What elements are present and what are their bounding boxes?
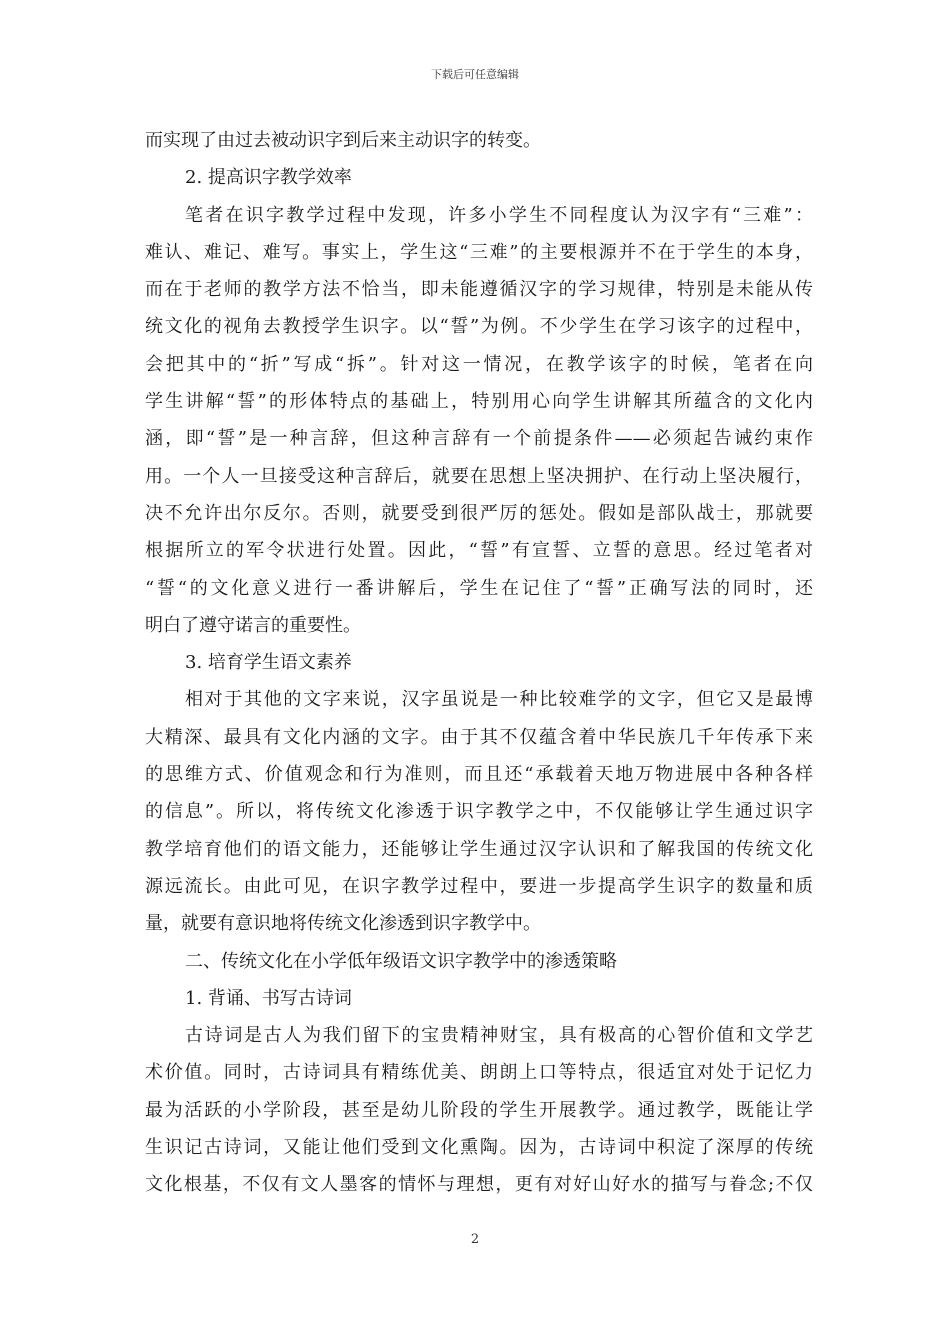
page-header: 下载后可任意编辑 (431, 68, 519, 81)
paragraph-line: 学生讲解“誓”的形体特点的基础上，特别用心向学生讲解其所蕴含的文化内 (145, 391, 813, 413)
paragraph-line: “誓“的文化意义进行一番讲解后，学生在记住了“誓”正确写法的同时，还 (145, 577, 813, 599)
paragraph-line: 用。一个人一旦接受这种言辞后，就要在思想上坚决拥护、在行动上坚决履行， (145, 465, 813, 487)
paragraph-line: 根据所立的军令状进行处置。因此，“誓”有宣誓、立誓的意思。经过笔者对 (145, 540, 813, 562)
paragraph-line: 笔者在识字教学过程中发现，许多小学生不同程度认为汉字有“三难”： (185, 204, 813, 226)
paragraph-line: 明白了遵守诺言的重要性。 (145, 614, 361, 636)
section-heading: 1. 背诵、书写古诗词 (185, 987, 352, 1009)
paragraph-line: 最为活跃的小学阶段，甚至是幼儿阶段的学生开展教学。通过教学，既能让学 (145, 1099, 813, 1121)
paragraph-line: 的思维方式、价值观念和行为准则，而且还“承载着天地万物进展中各种各样 (145, 764, 813, 786)
paragraph-line: 涵，即“誓”是一种言辞，但这种言辞有一个前提条件——必须起告诫约束作 (145, 428, 813, 450)
paragraph-line: 决不允许出尔反尔。否则，就要受到很严厉的惩处。假如是部队战士，那就要 (145, 502, 813, 524)
paragraph-line: 教学培育他们的语文能力，还能够让学生通过汉字认识和了解我国的传统文化 (145, 838, 813, 860)
paragraph-line: 古诗词是古人为我们留下的宝贵精神财宝，具有极高的心智价值和文学艺 (185, 1025, 813, 1047)
page-number: 2 (470, 1232, 480, 1247)
paragraph-line: 生识记古诗词，又能让他们受到文化熏陶。因为，古诗词中积淀了深厚的传统 (145, 1137, 813, 1159)
section-heading: 2. 提高识字教学效率 (185, 167, 352, 189)
section-heading: 二、传统文化在小学低年级语文识字教学中的渗透策略 (185, 950, 617, 972)
paragraph-line: 量，就要有意识地将传统文化渗透到识字教学中。 (145, 913, 541, 935)
paragraph-line: 相对于其他的文字来说，汉字虽说是一种比较难学的文字，但它又是最博 (185, 689, 813, 711)
paragraph-line: 难认、难记、难写。事实上，学生这“三难”的主要根源并不在于学生的本身， (145, 241, 813, 263)
paragraph-line: 的信息”。所以，将传统文化渗透于识字教学之中，不仅能够让学生通过识字 (145, 801, 813, 823)
paragraph-line: 而实现了由过去被动识字到后来主动识字的转变。 (145, 130, 541, 151)
paragraph-line: 大精深、最具有文化内涵的文字。由于其不仅蕴含着中华民族几千年传承下来 (145, 726, 813, 748)
paragraph-line: 文化根基，不仅有文人墨客的情怀与理想，更有对好山好水的描写与眷念;不仅 (145, 1174, 813, 1196)
paragraph-line: 统文化的视角去教授学生识字。以“誓”为例。不少学生在学习该字的过程中， (145, 316, 813, 338)
paragraph-line: 会把其中的“折”写成“拆”。针对这一情况，在教学该字的时候，笔者在向 (145, 353, 813, 375)
paragraph-line: 源远流长。由此可见，在识字教学过程中，要进一步提高学生识字的数量和质 (145, 875, 813, 897)
paragraph-line: 而在于老师的教学方法不恰当，即未能遵循汉字的学习规律，特别是未能从传 (145, 279, 813, 301)
section-heading: 3. 培育学生语文素养 (185, 652, 352, 674)
paragraph-line: 术价值。同时，古诗词具有精练优美、朗朗上口等特点，很适宜对处于记忆力 (145, 1062, 813, 1084)
document-body (145, 122, 813, 1204)
